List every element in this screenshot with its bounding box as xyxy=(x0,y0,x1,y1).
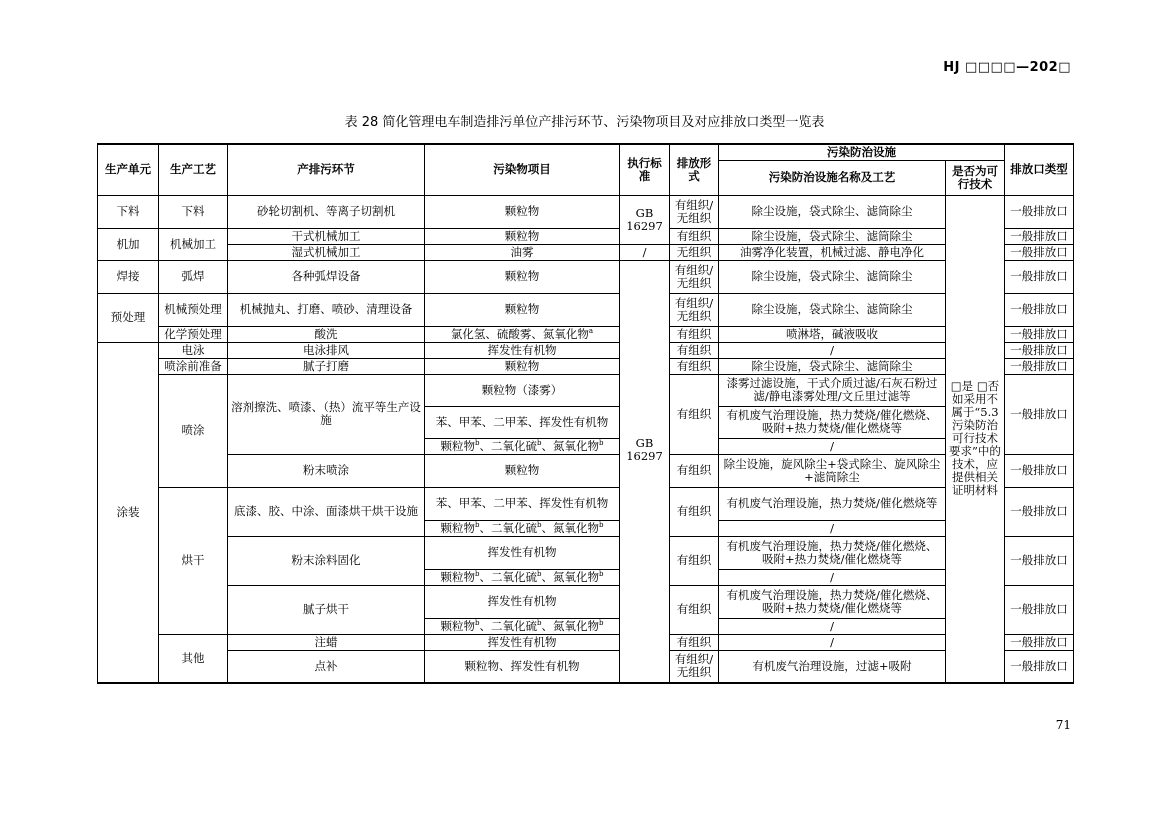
form-cell: 有组织/无组织 xyxy=(670,195,719,228)
process-cell: 弧焊 xyxy=(159,260,228,293)
facility-cell: 除尘设施，袋式除尘、滤筒除尘 xyxy=(719,228,946,244)
unit-cell: 涂装 xyxy=(98,342,159,683)
outlet-cell: 一般排放口 xyxy=(1005,454,1074,487)
pollutant-cell: 挥发性有机物 xyxy=(425,536,620,569)
link-cell: 各种弧焊设备 xyxy=(228,260,425,293)
form-cell: 有组织/无组织 xyxy=(670,260,719,293)
process-cell: 机械加工 xyxy=(159,228,228,260)
outlet-cell: 一般排放口 xyxy=(1005,536,1074,585)
feasible-note-cell: □是 □否 如采用不属于“5.3 污染防治可行技术要求”中的技术，应提供相关证明材料 xyxy=(946,195,1005,683)
outlet-cell: 一般排放口 xyxy=(1005,634,1074,650)
pollutant-cell: 颗粒物$^b$、二氧化硫$^b$、氮氧化物$^b$ xyxy=(425,569,620,585)
link-cell: 注蜡 xyxy=(228,634,425,650)
pollutant-cell: 颗粒物、挥发性有机物 xyxy=(425,650,620,683)
facility-cell: 除尘设施，旋风除尘+袋式除尘、旋风除尘+滤筒除尘 xyxy=(719,454,946,487)
table-title: 表 28 简化管理电车制造排污单位产排污环节、污染物项目及对应排放口类型一览表 xyxy=(344,115,825,130)
link-cell: 腻子烘干 xyxy=(228,585,425,634)
pollutant-cell: 挥发性有机物 xyxy=(425,342,620,358)
outlet-cell: 一般排放口 xyxy=(1005,260,1074,293)
header-unit: 生产单元 xyxy=(98,144,159,195)
link-cell: 底漆、胶、中涂、面漆烘干烘干设施 xyxy=(228,487,425,536)
link-cell: 粉末涂料固化 xyxy=(228,536,425,585)
facility-cell: / xyxy=(719,569,946,585)
facility-cell: / xyxy=(719,342,946,358)
pollutant-cell: 挥发性有机物 xyxy=(425,634,620,650)
link-cell: 酸洗 xyxy=(228,326,425,342)
outlet-cell: 一般排放口 xyxy=(1005,293,1074,326)
unit-cell: 预处理 xyxy=(98,293,159,342)
form-cell: 有组织 xyxy=(670,374,719,454)
form-cell: 有组织 xyxy=(670,536,719,585)
header-pollutant: 污染物项目 xyxy=(425,144,620,195)
process-cell: 其他 xyxy=(159,634,228,683)
outlet-cell: 一般排放口 xyxy=(1005,487,1074,536)
link-cell: 腻子打磨 xyxy=(228,358,425,374)
pollutant-cell: 颗粒物 xyxy=(425,358,620,374)
facility-cell: 有机废气治理设施，过滤+吸附 xyxy=(719,650,946,683)
facility-cell: / xyxy=(719,634,946,650)
facility-cell: 除尘设施，袋式除尘、滤筒除尘 xyxy=(719,260,946,293)
link-cell: 电泳排风 xyxy=(228,342,425,358)
outlet-cell: 一般排放口 xyxy=(1005,228,1074,244)
link-cell: 溶剂擦洗、喷漆、（热）流平等生产设施 xyxy=(228,374,425,454)
standard-cell: GB 16297 xyxy=(620,195,670,244)
header-facility-name: 污染防治设施名称及工艺 xyxy=(719,160,946,195)
header-outlet: 排放口类型 xyxy=(1005,144,1074,195)
pollutant-cell: 颗粒物 xyxy=(425,293,620,326)
facility-cell: 喷淋塔，碱液吸收 xyxy=(719,326,946,342)
outlet-cell: 一般排放口 xyxy=(1005,342,1074,358)
form-cell: 有组织/无组织 xyxy=(670,293,719,326)
header-link: 产排污环节 xyxy=(228,144,425,195)
pollutant-cell: 颗粒物（漆雾） xyxy=(425,374,620,406)
facility-cell: 有机废气治理设施，热力焚烧/催化燃烧、吸附+热力焚烧/催化燃烧等 xyxy=(719,406,946,438)
link-cell: 机械抛丸、打磨、喷砂、清理设备 xyxy=(228,293,425,326)
standard-gb: GB 16297 xyxy=(626,435,663,463)
outlet-cell: 一般排放口 xyxy=(1005,244,1074,260)
outlet-cell: 一般排放口 xyxy=(1005,358,1074,374)
facility-cell: 除尘设施，袋式除尘、滤筒除尘 xyxy=(719,293,946,326)
form-cell: 有组织 xyxy=(670,326,719,342)
link-cell: 点补 xyxy=(228,650,425,683)
header-process: 生产工艺 xyxy=(159,144,228,195)
facility-cell: / xyxy=(719,520,946,536)
outlet-cell: 一般排放口 xyxy=(1005,585,1074,634)
outlet-cell: 一般排放口 xyxy=(1005,195,1074,228)
pollutant-cell: 颗粒物$^b$、二氧化硫$^b$、氮氧化物$^b$ xyxy=(425,520,620,536)
process-cell: 喷涂前准备 xyxy=(159,358,228,374)
form-cell: 有组织 xyxy=(670,585,719,634)
form-cell: 有组织 xyxy=(670,342,719,358)
standard-cell: / xyxy=(620,244,670,260)
page-number: 71 xyxy=(1055,718,1071,732)
document-code: HJ □□□□—202□ xyxy=(943,60,1071,75)
link-cell: 湿式机械加工 xyxy=(228,244,425,260)
standard-cell xyxy=(620,260,670,683)
pollutant-cell: 颗粒物 xyxy=(425,454,620,487)
header-facility: 污染防治设施 xyxy=(719,144,1005,160)
facility-cell: 除尘设施，袋式除尘、滤筒除尘 xyxy=(719,358,946,374)
form-cell: 无组织 xyxy=(670,244,719,260)
outlet-cell: 一般排放口 xyxy=(1005,374,1074,454)
outlet-cell: 一般排放口 xyxy=(1005,650,1074,683)
facility-cell: 有机废气治理设施，热力焚烧/催化燃烧、吸附+热力焚烧/催化燃烧等 xyxy=(719,585,946,618)
facility-cell: / xyxy=(719,618,946,634)
pollutant-cell: 颗粒物 xyxy=(425,228,620,244)
pollutant-cell: 油雾 xyxy=(425,244,620,260)
unit-cell: 下料 xyxy=(98,195,159,228)
link-cell: 砂轮切割机、等离子切割机 xyxy=(228,195,425,228)
form-cell: 有组织 xyxy=(670,454,719,487)
link-cell: 干式机械加工 xyxy=(228,228,425,244)
process-cell: 下料 xyxy=(159,195,228,228)
header-feasible: 是否为可行技术 xyxy=(946,160,1005,195)
facility-cell: / xyxy=(719,438,946,454)
pollution-table xyxy=(97,143,1074,684)
process-cell: 化学预处理 xyxy=(159,326,228,342)
facility-cell: 有机废气治理设施，热力焚烧/催化燃烧等 xyxy=(719,487,946,520)
unit-cell: 机加 xyxy=(98,228,159,260)
pollutant-cell: 氯化氢、硫酸雾、氮氧化物$^a$ xyxy=(425,326,620,342)
process-cell: 电泳 xyxy=(159,342,228,358)
link-cell: 粉末喷涂 xyxy=(228,454,425,487)
outlet-cell: 一般排放口 xyxy=(1005,326,1074,342)
facility-cell: 除尘设施，袋式除尘、滤筒除尘 xyxy=(719,195,946,228)
form-cell: 有组织/无组织 xyxy=(670,650,719,683)
pollutant-cell: 挥发性有机物 xyxy=(425,585,620,618)
pollutant-cell: 颗粒物 xyxy=(425,195,620,228)
facility-cell: 有机废气治理设施，热力焚烧/催化燃烧、吸附+热力焚烧/催化燃烧等 xyxy=(719,536,946,569)
form-cell: 有组织 xyxy=(670,228,719,244)
process-cell: 机械预处理 xyxy=(159,293,228,326)
pollutant-cell: 苯、甲苯、二甲苯、挥发性有机物 xyxy=(425,487,620,520)
unit-cell: 焊接 xyxy=(98,260,159,293)
header-form: 排放形式 xyxy=(670,144,719,195)
process-cell: 烘干 xyxy=(159,487,228,634)
pollutant-cell: 颗粒物 xyxy=(425,260,620,293)
pollutant-cell: 颗粒物$^b$、二氧化硫$^b$、氮氧化物$^b$ xyxy=(425,618,620,634)
process-cell: 喷涂 xyxy=(159,374,228,487)
header-standard: 执行标准 xyxy=(620,144,670,195)
form-cell: 有组织 xyxy=(670,487,719,536)
form-cell: 有组织 xyxy=(670,358,719,374)
facility-cell: 漆雾过滤设施，干式介质过滤/石灰石粉过滤/静电漆雾处理/文丘里过滤等 xyxy=(719,374,946,406)
pollutant-cell: 苯、甲苯、二甲苯、挥发性有机物 xyxy=(425,406,620,438)
facility-cell: 油雾净化装置，机械过滤、静电净化 xyxy=(719,244,946,260)
form-cell: 有组织 xyxy=(670,634,719,650)
pollutant-cell: 颗粒物$^b$、二氧化硫$^b$、氮氧化物$^b$ xyxy=(425,438,620,454)
